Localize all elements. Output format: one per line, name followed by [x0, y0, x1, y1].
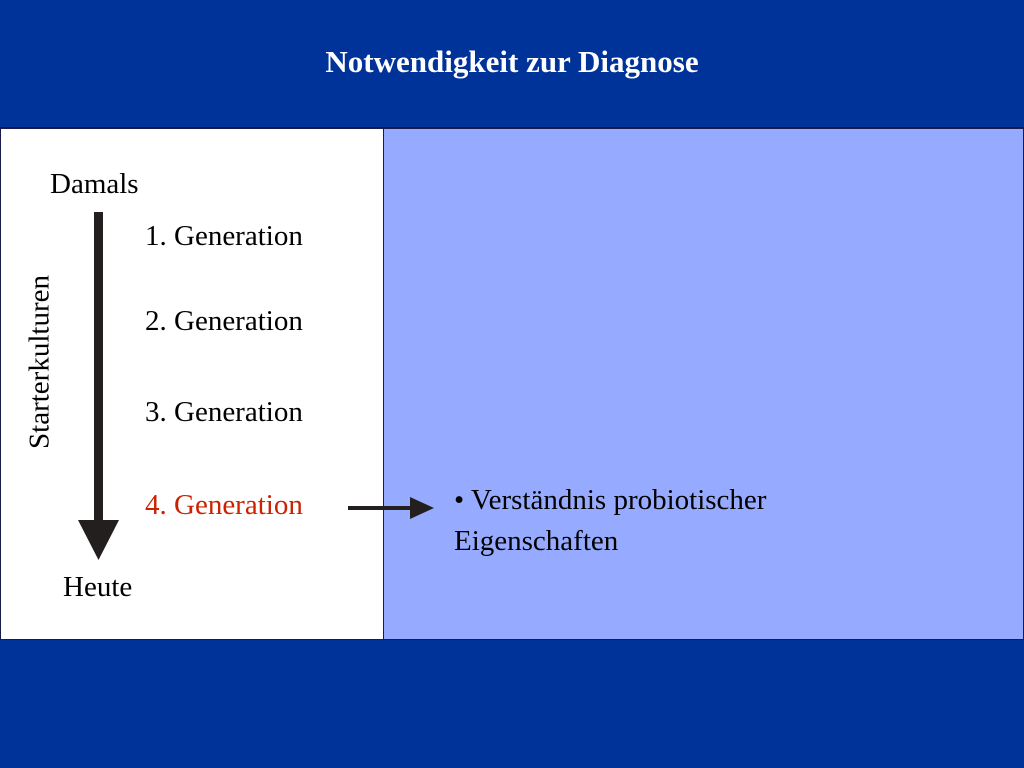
generation-2: 2. Generation	[145, 305, 303, 337]
generation-3: 3. Generation	[145, 396, 303, 428]
generation-1: 1. Generation	[145, 220, 303, 252]
end-label: Heute	[63, 571, 133, 603]
slide-title: Notwendigkeit zur Diagnose	[325, 44, 699, 79]
generation-4: 4. Generation	[145, 489, 303, 521]
start-label: Damals	[50, 168, 139, 200]
bullet-point: • Verständnis probiotischer Eigenschaften	[454, 484, 767, 557]
pointer-arrow	[348, 497, 434, 519]
axis-label: Starterkulturen	[23, 275, 56, 449]
timeline-arrow	[78, 212, 119, 560]
